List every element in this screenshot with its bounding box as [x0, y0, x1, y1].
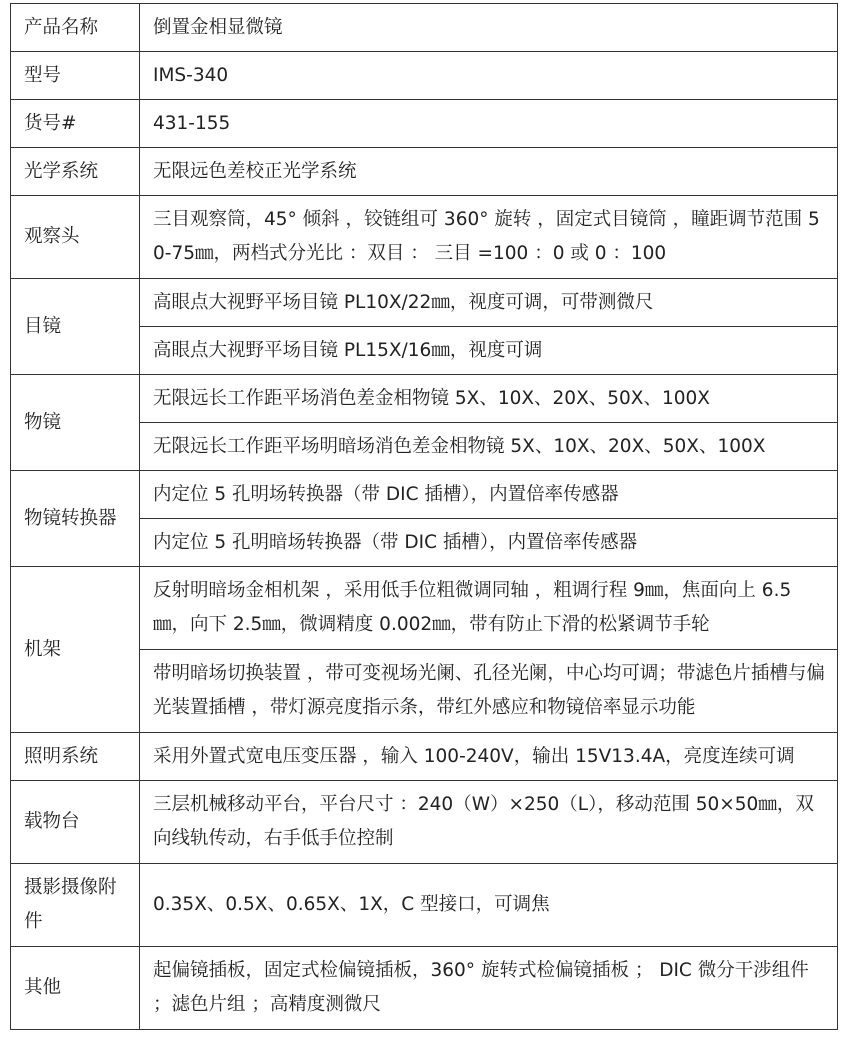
value-illumination: 采用外置式宽电压变压器 ，输入 100-240V，输出 15V13.4A，亮度连续可调	[140, 733, 838, 781]
value-optical-system: 无限远色差校正光学系统	[140, 148, 838, 196]
label-observation-head: 观察头	[11, 196, 140, 279]
value-stage: 三层机械移动平台，平台尺寸 ：240（W）×250（L），移动范围 50×50㎜，双向线轨传动，右手低手位控制	[140, 781, 838, 864]
label-illumination: 照明系统	[11, 733, 140, 781]
label-nosepiece: 物镜转换器	[11, 471, 140, 567]
row-item-number	[11, 100, 838, 148]
spec-table	[10, 3, 838, 1030]
label-model: 型号	[11, 52, 140, 100]
value-model: IMS-340	[140, 52, 838, 100]
row-objective-1	[11, 375, 838, 423]
row-eyepiece-1	[11, 279, 838, 327]
label-camera-accessory: 摄影摄像附件	[11, 864, 140, 947]
label-frame: 机架	[11, 567, 140, 733]
value-objective-2: 无限远长工作距平场明暗场消色差金相物镜 5X、10X、20X、50X、100X	[140, 423, 838, 471]
spec-table-wrapper	[10, 3, 838, 1030]
value-nosepiece-2: 内定位 5 孔明暗场转换器（带 DIC 插槽），内置倍率传感器	[140, 519, 838, 567]
label-optical-system: 光学系统	[11, 148, 140, 196]
row-frame-1	[11, 567, 838, 650]
value-objective-1: 无限远长工作距平场消色差金相物镜 5X、10X、20X、50X、100X	[140, 375, 838, 423]
value-nosepiece-1: 内定位 5 孔明场转换器（带 DIC 插槽），内置倍率传感器	[140, 471, 838, 519]
row-product-name	[11, 4, 838, 52]
row-observation-head	[11, 196, 838, 279]
label-item-number: 货号#	[11, 100, 140, 148]
label-product-name: 产品名称	[11, 4, 140, 52]
row-model	[11, 52, 838, 100]
label-eyepiece: 目镜	[11, 279, 140, 375]
value-item-number: 431-155	[140, 100, 838, 148]
label-stage: 载物台	[11, 781, 140, 864]
row-other	[11, 947, 838, 1030]
row-stage	[11, 781, 838, 864]
label-objective: 物镜	[11, 375, 140, 471]
row-optical-system	[11, 148, 838, 196]
row-illumination	[11, 733, 838, 781]
value-frame-2: 带明暗场切换装置 ，带可变视场光阑、孔径光阑，中心均可调；带滤色片插槽与偏光装置插槽 ，带灯源亮度指示条，带红外感应和物镜倍率显示功能	[140, 650, 838, 733]
row-camera-accessory	[11, 864, 838, 947]
value-frame-1: 反射明暗场金相机架 ，采用低手位粗微调同轴 ，粗调行程 9㎜，焦面向上 6.5㎜，向下 2.5㎜，微调精度 0.002㎜，带有防止下滑的松紧调节手轮	[140, 567, 838, 650]
value-observation-head: 三目观察筒，45° 倾斜 ，铰链组可 360° 旋转 ，固定式目镜筒 ，瞳距调节范围 50-75㎜，两档式分光比 ：双目 ： 三目 =100 ：0 或 0 ：100	[140, 196, 838, 279]
value-camera-accessory: 0.35X、0.5X、0.65X、1X，C 型接口，可调焦	[140, 864, 838, 947]
value-product-name: 倒置金相显微镜	[140, 4, 838, 52]
row-nosepiece-1	[11, 471, 838, 519]
value-eyepiece-2: 高眼点大视野平场目镜 PL15X/16㎜，视度可调	[140, 327, 838, 375]
value-other: 起偏镜插板，固定式检偏镜插板，360° 旋转式检偏镜插板 ； DIC 微分干涉组件 ；滤色片组 ；高精度测微尺	[140, 947, 838, 1030]
label-other: 其他	[11, 947, 140, 1030]
value-eyepiece-1: 高眼点大视野平场目镜 PL10X/22㎜，视度可调，可带测微尺	[140, 279, 838, 327]
